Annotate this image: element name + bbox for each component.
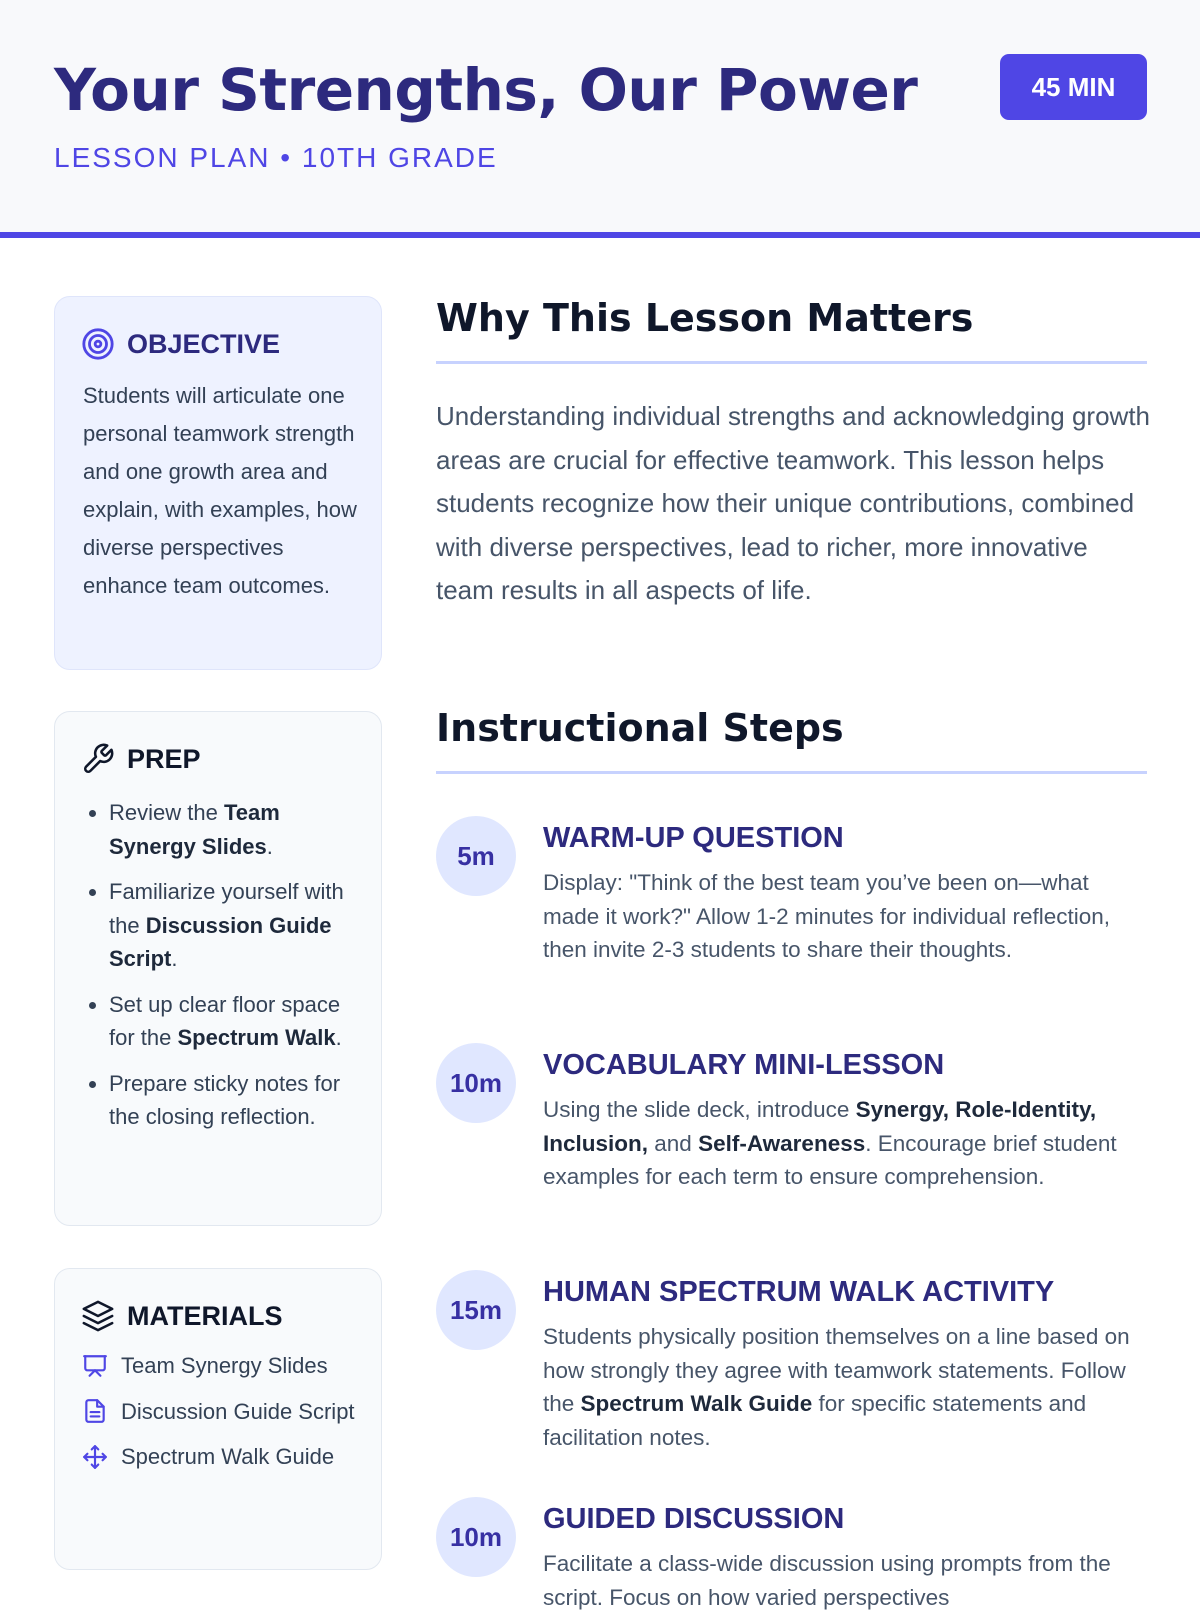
prep-list — [109, 796, 359, 1146]
prep-item: • Prepare sticky notes for the closing reflection. — [109, 1067, 359, 1134]
step-time-badge: 15m — [436, 1270, 516, 1350]
objective-header — [81, 327, 280, 361]
wrench-icon — [81, 742, 115, 776]
lesson-header — [0, 0, 1200, 238]
objective-heading: OBJECTIVE — [127, 328, 281, 359]
prep-heading: PREP — [127, 743, 201, 774]
step-description: Students physically position themselves on a line based on how strongly they agree with teamwork statements. Follow the Spectrum Walk Guide for specific statements and facilitation notes. — [543, 1324, 1130, 1450]
objective-text: Students will articulate one personal teamwork strength and one growth area and explain, with examples, how diverse perspectives enhance team outcomes. — [83, 383, 357, 598]
target-icon — [81, 327, 115, 361]
step-description: Facilitate a class-wide discussion using prompts from the script. Focus on how varied perspectives — [543, 1551, 1111, 1610]
step-title: GUIDED DISCUSSION — [543, 1503, 845, 1535]
materials-card — [54, 1268, 382, 1570]
document-icon — [82, 1398, 108, 1424]
prep-header — [81, 742, 201, 776]
material-item — [81, 1395, 371, 1429]
page-title: Your Strengths, Our Power — [54, 56, 918, 124]
prep-item: • Set up clear floor space for the Spectrum Walk. — [109, 988, 359, 1055]
step-description: Using the slide deck, introduce Synergy, Role-Identity, Inclusion, and Self-Awareness. Encourage brief student examples for each term to ensure comprehension. — [543, 1097, 1117, 1189]
material-label: Discussion Guide Script — [121, 1398, 355, 1424]
objective-card — [54, 296, 382, 670]
duration-badge: 45 MIN — [1000, 54, 1147, 120]
prep-item: • Familiarize yourself with the Discussion Guide Script. — [109, 875, 359, 976]
step-description: Display: "Think of the best team you’ve been on—what made it work?" Allow 1-2 minutes for individual reflection, then invite 2-3 students to share their thoughts. — [543, 870, 1110, 962]
presentation-icon — [82, 1353, 108, 1379]
move-arrows-icon — [82, 1444, 108, 1470]
layers-icon — [81, 1299, 115, 1333]
material-item — [81, 1349, 371, 1383]
step-time-badge: 10m — [436, 1497, 516, 1577]
material-item — [81, 1440, 371, 1474]
step-title: HUMAN SPECTRUM WALK ACTIVITY — [543, 1276, 1055, 1308]
steps-divider — [436, 771, 1147, 774]
step-time-badge: 10m — [436, 1043, 516, 1123]
materials-heading: MATERIALS — [127, 1300, 283, 1331]
prep-item: • Review the Team Synergy Slides. — [109, 796, 359, 863]
material-label: Team Synergy Slides — [121, 1353, 328, 1378]
prep-card — [54, 711, 382, 1226]
materials-list — [81, 1349, 371, 1486]
why-heading: Why This Lesson Matters — [436, 296, 974, 340]
step-title: VOCABULARY MINI-LESSON — [543, 1049, 945, 1081]
why-text: Understanding individual strengths and acknowledging growth areas are crucial for effective teamwork. This lesson helps students recognize how their unique contributions, combined with diverse perspectives, lead to richer, more innovative team results in all aspects of life. — [436, 401, 1151, 605]
step-title: WARM-UP QUESTION — [543, 822, 844, 854]
materials-header — [81, 1299, 283, 1333]
page-subtitle: LESSON PLAN • 10TH GRADE — [54, 142, 498, 173]
material-label: Spectrum Walk Guide — [121, 1444, 335, 1469]
steps-heading: Instructional Steps — [436, 706, 844, 750]
step-time-badge: 5m — [436, 816, 516, 896]
why-divider — [436, 361, 1147, 364]
